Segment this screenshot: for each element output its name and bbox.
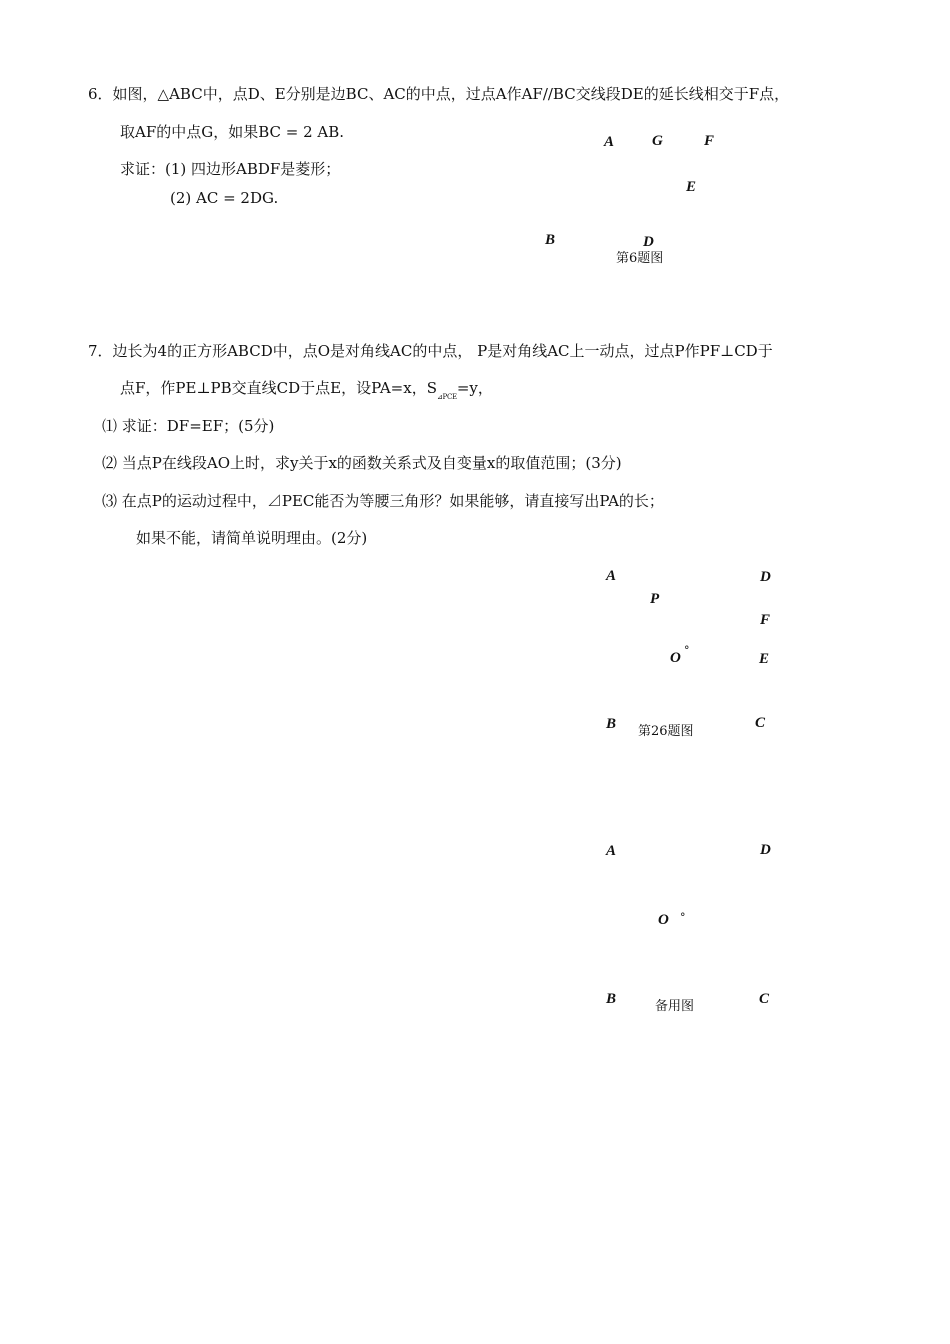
q7-fig2-label-a: A: [606, 843, 617, 859]
q7-fig2-label-o: O: [658, 912, 669, 928]
q6-label-f: F: [704, 133, 715, 149]
q6-figure-caption: 第6题图: [616, 251, 664, 266]
q7-fig2-label-d: D: [760, 842, 771, 858]
q7-fig2-point-o-mark: °: [680, 911, 686, 924]
q7-line-2-pre: 点F，作PE⊥PB交直线CD于点E，设PA=x，S: [120, 379, 437, 397]
q7-item-3: ⑶ 在点P的运动过程中，⊿PEC能否为等腰三角形？如果能够，请直接写出PA的长；: [102, 492, 664, 510]
q7-fig1-label-c: C: [755, 715, 766, 731]
q6-label-b: B: [545, 232, 556, 248]
q7-line-1: 7．边长为4的正方形ABCD中，点O是对角线AC的中点， P是对角线AC上一动点，过点P作PF⊥CD于: [88, 342, 773, 360]
q6-label-e: E: [686, 179, 697, 195]
q6-line-4: (2) AC = 2DG.: [170, 189, 279, 207]
q6-label-g: G: [652, 133, 663, 149]
q6-label-a: A: [604, 134, 615, 150]
q7-fig1-label-d: D: [760, 569, 771, 585]
q7-fig1-caption: 第26题图: [638, 724, 694, 739]
q7-fig2-label-c: C: [759, 991, 770, 1007]
q7-fig1-point-o-mark: °: [684, 644, 690, 657]
q6-line-1: 6．如图，△ABC中，点D、E分别是边BC、AC的中点，过点A作AF//BC交线段DE的延长线相交于F点，: [88, 85, 790, 103]
q7-fig1-label-f: F: [760, 612, 771, 628]
q7-item-2: ⑵ 当点P在线段AO上时，求y关于x的函数关系式及自变量x的取值范围；(3分): [102, 454, 622, 472]
q7-item-3-continued: 如果不能，请简单说明理由。(2分): [136, 529, 368, 547]
q7-fig2-caption: 备用图: [655, 999, 695, 1014]
q7-fig2-label-b: B: [606, 991, 617, 1007]
q7-line-2-sub: ⊿PCE: [436, 393, 457, 401]
q7-fig1-label-e: E: [759, 651, 770, 667]
q7-item-1: ⑴ 求证：DF=EF；(5分): [102, 417, 275, 435]
q7-fig1-label-o: O: [670, 650, 681, 666]
q7-line-2-post: =y，: [456, 379, 493, 397]
q6-line-2: 取AF的中点G，如果BC = 2 AB.: [120, 123, 345, 141]
q6-line-3: 求证：(1) 四边形ABDF是菱形；: [120, 160, 341, 178]
q7-fig1-label-b: B: [606, 716, 617, 732]
q7-line-2: [120, 378, 493, 407]
q6-label-d: D: [643, 234, 654, 250]
q7-fig1-label-p: P: [650, 591, 660, 607]
q7-fig1-label-a: A: [606, 568, 617, 584]
